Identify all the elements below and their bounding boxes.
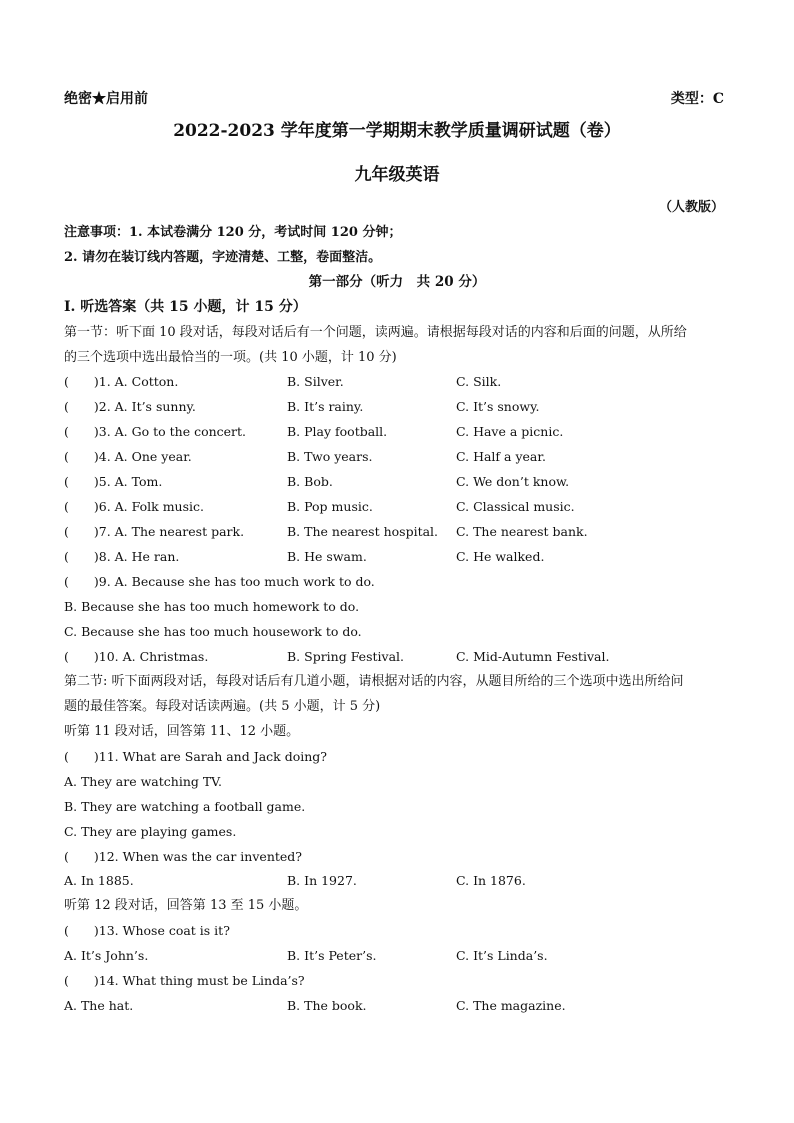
question-option-b: B. Pop music.: [287, 499, 373, 514]
question-option-b: B. Bob.: [287, 474, 333, 489]
question-option-b: B. The book.: [287, 998, 367, 1013]
notes-line-1: 注意事项：1. 本试卷满分 120 分，考试时间 120 分钟；: [64, 225, 402, 240]
question-option-a: ( )3. A. Go to the concert.: [64, 424, 247, 439]
question-option-c: C. Mid-Autumn Festival.: [456, 649, 610, 664]
question-option-c: C. The magazine.: [456, 998, 566, 1013]
question-option-a: ( )6. A. Folk music.: [64, 499, 204, 514]
section1-instruction-1: 第一节：听下面 10 段对话，每段对话后有一个问题，读两遍。请根据每段对话的内容和后面的问题，从所给: [64, 325, 687, 340]
question-row: [64, 498, 744, 516]
edition-label: （人教版）: [658, 200, 724, 215]
question-option-a: A. It’s John’s.: [64, 948, 149, 963]
question-row: [64, 648, 744, 666]
question-option-c: C. He walked.: [456, 549, 545, 564]
question-row: [64, 473, 744, 491]
exam-subject: 九年级英语: [354, 165, 440, 185]
question-row: [64, 398, 744, 416]
exam-title: 2022-2023 学年度第一学期期末教学质量调研试题（卷）: [173, 121, 621, 141]
question-row: [64, 872, 744, 890]
question-option-c: C. We don’t know.: [456, 474, 570, 489]
question-option-b: B. Spring Festival.: [287, 649, 405, 664]
question-option-b: B. Because she has too much homework to do.: [64, 599, 360, 614]
question-row: [64, 623, 744, 641]
question-option-c: C. Classical music.: [456, 499, 575, 514]
question-option-b: B. Play football.: [287, 424, 388, 439]
question-option-b: B. It’s Peter’s.: [287, 948, 377, 963]
section2-instruction-1: 第二节: 听下面两段对话，每段对话后有几道小题，请根据对话的内容，从题目所给的三个选项中选出所给问: [64, 674, 684, 689]
question-row: [64, 598, 744, 616]
section1-instruction-2: 的三个选项中选出最恰当的一项。(共 10 小题，计 10 分): [64, 350, 397, 365]
question-option-c: C. Silk.: [456, 374, 502, 389]
question-stem: [64, 748, 744, 766]
question-row: [64, 373, 744, 391]
question-stem-text: ( )14. What thing must be Linda’s?: [64, 973, 305, 988]
question-option-a: ( )10. A. Christmas.: [64, 649, 209, 664]
question-option-b: B. Silver.: [287, 374, 344, 389]
question-row: [64, 773, 744, 791]
question-option-c: C. It’s snowy.: [456, 399, 540, 414]
dialog-12-heading: 听第 12 段对话，回答第 13 至 15 小题。: [64, 898, 308, 913]
question-option-a: A. They are watching TV.: [64, 774, 222, 789]
question-stem: [64, 972, 744, 990]
notes-line-2: 2. 请勿在装订线内答题，字迹清楚、工整，卷面整洁。: [64, 250, 382, 265]
question-row: [64, 798, 744, 816]
question-stem: [64, 922, 744, 940]
exam-type-label: 类型：C: [670, 91, 724, 107]
question-stem-text: ( )13. Whose coat is it?: [64, 923, 230, 938]
question-option-b: B. They are watching a football game.: [64, 799, 306, 814]
dialog-11-heading: 听第 11 段对话，回答第 11、12 小题。: [64, 724, 300, 739]
question-option-a: ( )9. A. Because she has too much work to do.: [64, 574, 375, 589]
question-row: [64, 423, 744, 441]
question-option-c: C. Because she has too much housework to do.: [64, 624, 362, 639]
question-stem-text: ( )11. What are Sarah and Jack doing?: [64, 749, 327, 764]
question-option-a: ( )7. A. The nearest park.: [64, 524, 245, 539]
question-option-a: ( )1. A. Cotton.: [64, 374, 179, 389]
question-row: [64, 523, 744, 541]
question-option-b: B. In 1927.: [287, 873, 357, 888]
confidential-label: 绝密★启用前: [64, 91, 148, 107]
question-option-a: ( )8. A. He ran.: [64, 549, 180, 564]
question-option-c: C. Half a year.: [456, 449, 546, 464]
question-option-a: ( )5. A. Tom.: [64, 474, 163, 489]
question-option-c: C. Have a picnic.: [456, 424, 564, 439]
question-option-b: B. He swam.: [287, 549, 367, 564]
question-option-c: C. They are playing games.: [64, 824, 237, 839]
question-option-a: ( )2. A. It’s sunny.: [64, 399, 196, 414]
question-stem-text: ( )12. When was the car invented?: [64, 849, 302, 864]
question-option-c: C. The nearest bank.: [456, 524, 588, 539]
part1-title: 第一部分（听力 共 20 分）: [308, 274, 486, 290]
question-option-a: A. The hat.: [64, 998, 134, 1013]
question-row: [64, 947, 744, 965]
question-option-b: B. The nearest hospital.: [287, 524, 439, 539]
question-option-c: C. It’s Linda’s.: [456, 948, 548, 963]
question-stem: [64, 848, 744, 866]
question-option-a: A. In 1885.: [64, 873, 134, 888]
question-option-c: C. In 1876.: [456, 873, 526, 888]
question-option-a: ( )4. A. One year.: [64, 449, 192, 464]
question-option-b: B. It’s rainy.: [287, 399, 364, 414]
question-option-b: B. Two years.: [287, 449, 373, 464]
question-row: [64, 997, 744, 1015]
question-row: [64, 448, 744, 466]
question-row: [64, 573, 744, 591]
question-row: [64, 823, 744, 841]
question-row: [64, 548, 744, 566]
section2-instruction-2: 题的最佳答案。每段对话读两遍。(共 5 小题，计 5 分): [64, 699, 381, 714]
section1-heading: Ⅰ. 听选答案（共 15 小题，计 15 分）: [64, 299, 307, 315]
